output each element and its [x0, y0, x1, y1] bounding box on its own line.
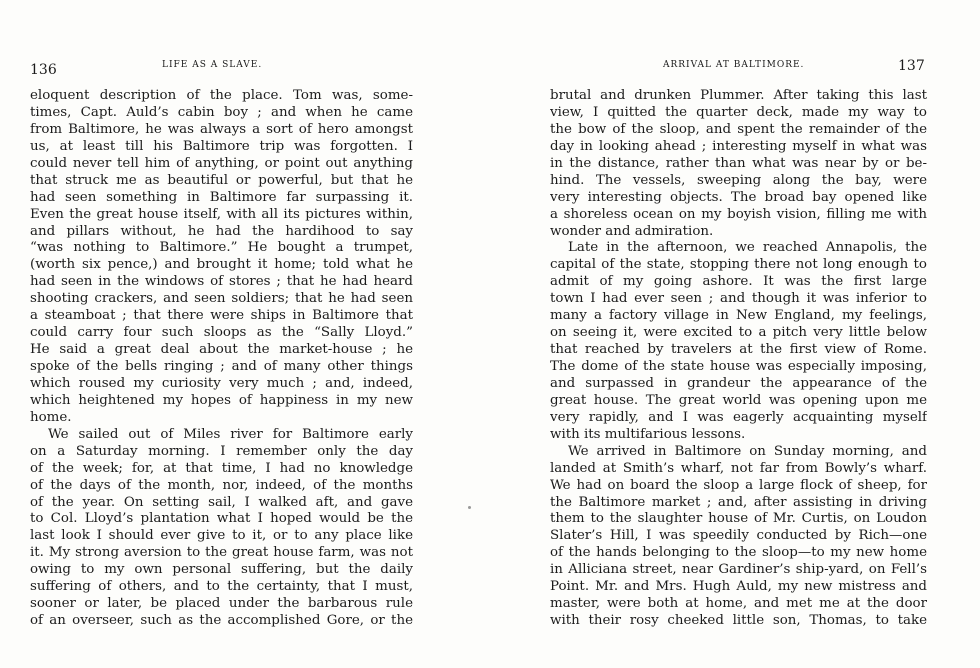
- text-line: on a Saturday morning. I remember only the day: [30, 443, 413, 459]
- text-line: We arrived in Baltimore on Sunday morning, and: [568, 443, 927, 459]
- text-line: could carry four such sloops as the “Sally Lloyd.”: [30, 325, 413, 341]
- text-line: owing to my own personal suffering, but the daily: [30, 562, 413, 578]
- text-line: We sailed out of Miles river for Baltimore early: [48, 426, 413, 442]
- text-line: many a factory village in New England, my feelings,: [550, 308, 927, 324]
- text-line: brutal and drunken Plummer. After taking this last: [550, 88, 927, 103]
- text-line: very rapidly, and I was eagerly acquainting myself: [550, 409, 927, 425]
- text-line: of the days of the month, nor, indeed, of the months: [30, 477, 413, 493]
- text-line: admit of my going ashore. It was the first large: [550, 274, 927, 290]
- text-line: a steamboat ; that there were ships in Baltimore that: [30, 308, 413, 324]
- text-line: sooner or later, be placed under the barbarous rule: [30, 596, 413, 612]
- text-line: that reached by travelers at the first view of Rome.: [550, 342, 927, 358]
- text-line: landed at Smith’s wharf, not far from Bowly’s wharf.: [550, 460, 927, 476]
- text-line: town I had ever seen ; and though it was inferior to: [550, 291, 927, 307]
- text-line: We had on board the sloop a large flock of sheep, for: [550, 477, 927, 493]
- text-line: of the hands belonging to the sloop—to my new home: [550, 545, 927, 561]
- text-line: Point. Mr. and Mrs. Hugh Auld, my new mistress and: [550, 579, 927, 595]
- text-line: of the week; for, at that time, I had no knowledge: [30, 460, 413, 476]
- text-line: and pillars without, he had the hardihood to say: [30, 223, 413, 239]
- text-line: master, were both at home, and met me at the door: [550, 596, 927, 612]
- text-line: us, at least till his Baltimore trip was forgotten. I: [30, 138, 413, 154]
- text-line: He said a great deal about the market-house ; he: [30, 342, 413, 358]
- text-line: of an overseer, such as the accomplished Gore, or the: [30, 613, 413, 629]
- scan-speck: [468, 506, 471, 509]
- page-number: 136: [30, 62, 57, 78]
- running-head: ARRIVAL AT BALTIMORE.: [663, 60, 805, 70]
- text-line: hind. The vessels, sweeping along the bay, were: [550, 172, 927, 188]
- text-line: wonder and admiration.: [550, 223, 714, 239]
- page-number: 137: [898, 58, 925, 74]
- text-line: day in looking ahead ; interesting myself in what was: [550, 138, 927, 154]
- text-line: the bow of the sloop, and spent the remainder of the: [550, 121, 927, 137]
- text-line: view, I quitted the quarter deck, made my way to: [550, 104, 927, 120]
- text-line: with their rosy cheeked little son, Thomas, to take: [550, 613, 927, 629]
- text-line: of the year. On setting sail, I walked aft, and gave: [30, 494, 413, 510]
- text-line: from Baltimore, he was always a sort of hero amongst: [30, 121, 413, 137]
- text-line: spoke of the bells ringing ; and of many other things: [30, 359, 413, 374]
- text-line: on seeing it, were excited to a pitch very little below: [550, 325, 927, 341]
- text-line: the Baltimore market ; and, after assisting in driving: [550, 494, 927, 510]
- text-line: to Col. Lloyd’s plantation what I hoped would be the: [30, 511, 413, 527]
- text-line: The dome of the state house was especially imposing,: [550, 359, 927, 374]
- text-line: with its multifarious lessons.: [550, 426, 746, 442]
- text-line: (worth six pence,) and brought it home; told what he: [30, 257, 413, 273]
- text-line: Even the great house itself, with all its pictures within,: [30, 206, 413, 222]
- text-line: great house. The great world was opening upon me: [550, 392, 927, 408]
- text-line: a shoreless ocean on my boyish vision, filling me with: [550, 206, 927, 222]
- text-line: capital of the state, stopping there not long enough to: [550, 257, 927, 273]
- body-text: [550, 88, 927, 630]
- running-head: LIFE AS A SLAVE.: [162, 60, 263, 70]
- text-line: it. My strong aversion to the great house farm, was not: [30, 545, 413, 561]
- text-line: shooting crackers, and seen soldiers; that he had seen: [30, 291, 413, 307]
- text-line: which roused my curiosity very much ; and, indeed,: [30, 375, 413, 391]
- text-line: that struck me as beautiful or powerful, but that he: [30, 172, 413, 188]
- text-line: suffering of others, and to the certainty, that I must,: [30, 579, 413, 595]
- text-line: them to the slaughter house of Mr. Curtis, on Loudon: [550, 511, 927, 527]
- text-line: eloquent description of the place. Tom was, some-: [30, 88, 413, 103]
- text-line: in Alliciana street, near Gardiner’s ship-yard, on Fell’s: [550, 562, 927, 578]
- text-line: which heightened my hopes of happiness in my new: [30, 392, 413, 408]
- text-line: had seen something in Baltimore far surpassing it.: [30, 189, 413, 205]
- text-line: in the distance, rather than what was near by or be-: [550, 155, 927, 171]
- text-line: Slater’s Hill, I was speedily conducted by Rich—one: [550, 528, 927, 544]
- text-line: home.: [30, 409, 72, 425]
- text-line: “was nothing to Baltimore.” He bought a trumpet,: [30, 240, 413, 256]
- text-line: times, Capt. Auld’s cabin boy ; and when he came: [30, 104, 413, 120]
- body-text: [30, 88, 413, 630]
- text-line: had seen in the windows of stores ; that he had heard: [30, 274, 413, 290]
- text-line: last look I should ever give to it, or to any place like: [30, 528, 413, 544]
- right-page: [490, 0, 980, 668]
- text-line: very interesting objects. The broad bay opened like: [550, 189, 927, 205]
- text-line: Late in the afternoon, we reached Annapolis, the: [568, 240, 927, 256]
- text-line: could never tell him of anything, or point out anything: [30, 155, 413, 171]
- text-line: and surpassed in grandeur the appearance of the: [550, 375, 927, 391]
